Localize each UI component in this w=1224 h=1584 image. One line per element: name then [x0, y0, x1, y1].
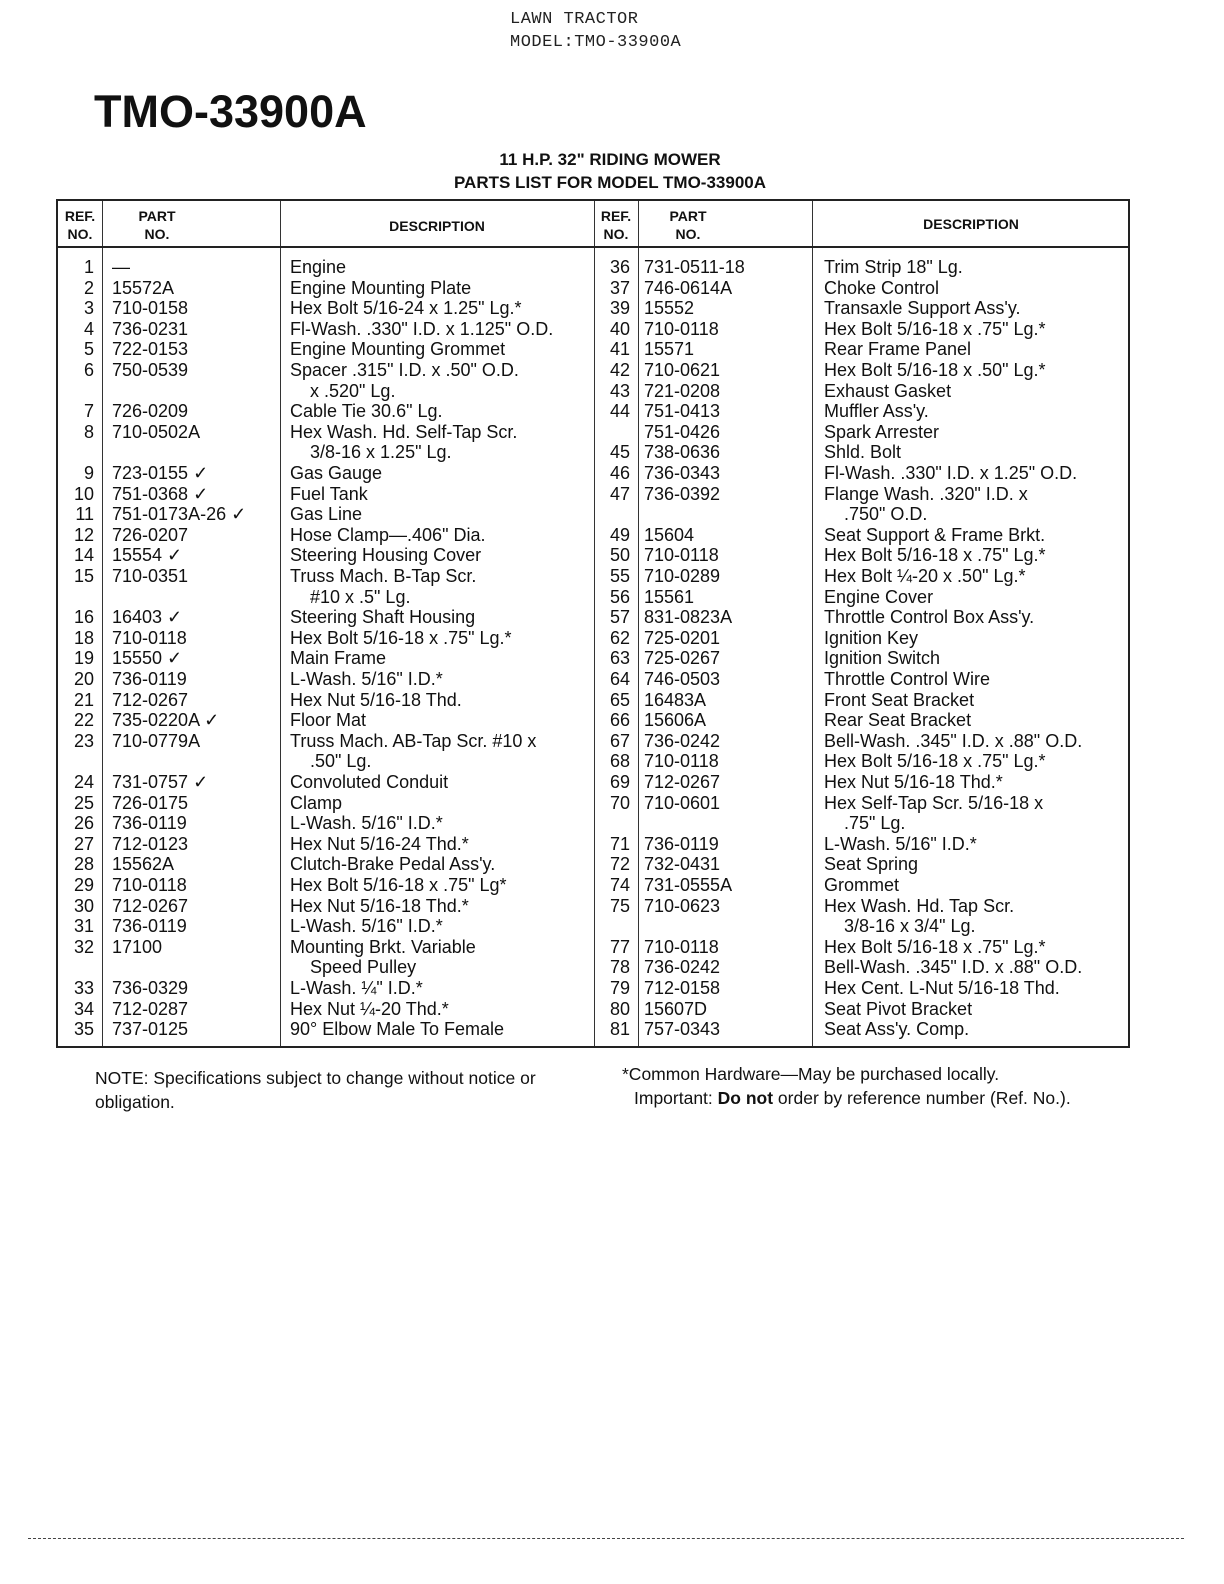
- table-row: [58, 381, 1128, 402]
- ref-no: 47: [609, 483, 630, 504]
- part-description: Ignition Switch: [824, 648, 941, 669]
- part-no: 750-0539: [112, 360, 189, 380]
- ref-no: 55: [609, 566, 630, 586]
- ref-no: 65: [609, 689, 630, 710]
- table-row: [58, 566, 1128, 587]
- ref-no: 34: [73, 998, 94, 1019]
- part-description: Main Frame: [290, 648, 387, 669]
- ref-no: 19: [73, 648, 94, 669]
- table-row: [58, 916, 1128, 937]
- part-description: Spark Arrester: [824, 421, 940, 442]
- table-row: [58, 1019, 1128, 1040]
- note-specifications: NOTE: Specifications subject to change without notice or obligation.: [95, 1068, 536, 1112]
- part-description: Hex Cent. L-Nut 5/16-18 Thd.: [824, 978, 1060, 998]
- ref-no: 8: [83, 421, 94, 442]
- table-row: [58, 257, 1128, 278]
- table-row: [58, 339, 1128, 360]
- table-row: [58, 669, 1128, 690]
- ref-no: 41: [609, 339, 630, 360]
- part-description: Hex Nut 5/16-24 Thd.*: [290, 833, 469, 854]
- part-no: 710-0621: [644, 360, 721, 380]
- part-description: #10 x .5" Lg.: [310, 586, 411, 607]
- part-description: Fuel Tank: [290, 483, 368, 504]
- part-description: L-Wash. 5/16" I.D.*: [290, 813, 443, 834]
- table-row: [58, 854, 1128, 875]
- part-description: Hex Bolt 5/16-18 x .75" Lg.*: [824, 318, 1046, 339]
- ref-no: 63: [609, 648, 630, 669]
- part-no: 712-0123: [112, 833, 189, 854]
- table-row: [58, 463, 1128, 484]
- part-no: 710-0118: [112, 627, 187, 648]
- ref-no: 72: [609, 854, 630, 875]
- table-row: [58, 937, 1128, 958]
- ref-no: 27: [73, 833, 94, 854]
- part-no: 736-0343: [644, 463, 721, 483]
- subtitle-parts-list: PARTS LIST FOR MODEL TMO-33900A: [453, 173, 767, 192]
- part-description: Hose Clamp—.406" Dia.: [290, 524, 486, 545]
- part-description: Hex Bolt ¼-20 x .50" Lg.*: [824, 566, 1026, 586]
- part-description: Ignition Key: [824, 627, 919, 648]
- part-description: Hex Bolt 5/16-18 x .75" Lg.*: [290, 627, 512, 648]
- part-no: 736-0392: [644, 483, 721, 504]
- ref-no: 5: [83, 339, 94, 360]
- part-no: 725-0267: [644, 648, 721, 669]
- ref-no: 78: [609, 957, 630, 978]
- table-row: [58, 710, 1128, 731]
- part-no: 757-0343: [644, 1019, 721, 1040]
- ref-no: 46: [609, 463, 630, 483]
- part-description: Muffler Ass'y.: [824, 401, 929, 422]
- part-description: Convoluted Conduit: [290, 772, 449, 792]
- part-description: Hex Bolt 5/16-18 x .75" Lg*: [290, 875, 507, 895]
- header-part-no-right: PART NO.: [669, 208, 707, 242]
- part-description: Hex Nut 5/16-18 Thd.*: [824, 772, 1003, 792]
- part-no: 15607D: [644, 998, 708, 1019]
- subtitle-mower: 11 H.P. 32" RIDING MOWER: [499, 150, 721, 169]
- ref-no: 50: [609, 545, 630, 566]
- table-row: [58, 731, 1128, 752]
- part-no: 751-0173A-26 ✓: [112, 504, 247, 525]
- part-no: 751-0426: [644, 421, 721, 442]
- part-description: Hex Bolt 5/16-18 x .75" Lg.*: [824, 751, 1046, 772]
- ref-no: 30: [73, 895, 94, 916]
- part-no: 15561: [644, 586, 695, 607]
- part-no: 712-0267: [644, 772, 721, 792]
- table-row: [58, 896, 1128, 917]
- ref-no: 81: [609, 1019, 630, 1040]
- part-no: 15550 ✓: [112, 648, 183, 669]
- table-row: [58, 422, 1128, 443]
- ref-no: 4: [83, 318, 94, 339]
- ref-no: 75: [609, 895, 630, 916]
- part-no: 736-0329: [112, 978, 189, 998]
- part-no: 710-0158: [112, 298, 189, 319]
- part-description: x .520" Lg.: [310, 380, 396, 401]
- part-no: 710-0118: [644, 936, 719, 957]
- part-description: .750" O.D.: [844, 504, 928, 525]
- part-description: Fl-Wash. .330" I.D. x 1.125" O.D.: [290, 318, 554, 339]
- part-description: Flange Wash. .320" I.D. x: [824, 483, 1028, 504]
- ref-no: 18: [73, 627, 94, 648]
- part-description: Front Seat Bracket: [824, 689, 975, 710]
- part-no: 15571: [644, 339, 695, 360]
- part-no: 736-0119: [112, 916, 187, 937]
- part-no: —: [112, 257, 130, 277]
- part-no: 15552: [644, 298, 695, 319]
- ref-no: 28: [73, 854, 94, 875]
- ref-no: 69: [609, 772, 630, 792]
- part-no: 736-0119: [112, 669, 187, 689]
- ref-no: 25: [73, 792, 94, 813]
- part-description: Hex Wash. Hd. Self-Tap Scr.: [290, 421, 518, 442]
- ref-no: 45: [609, 442, 630, 463]
- ref-no: 71: [609, 833, 630, 854]
- part-description: Hex Wash. Hd. Tap Scr.: [824, 895, 1015, 916]
- part-description: Engine Mounting Plate: [290, 277, 472, 298]
- part-description: .75" Lg.: [844, 813, 906, 834]
- table-row: [58, 648, 1128, 669]
- table-row: [58, 772, 1128, 793]
- ref-no: 29: [73, 875, 94, 895]
- part-description: Truss Mach. AB-Tap Scr. #10 x: [290, 730, 537, 751]
- ref-no: 32: [73, 936, 94, 957]
- table-row: [58, 978, 1128, 999]
- ref-no: 68: [609, 751, 630, 772]
- header-ref-no-right: REF. NO.: [600, 208, 632, 242]
- part-no: 736-0231: [112, 318, 189, 339]
- ref-no: 79: [609, 978, 630, 998]
- part-description: Speed Pulley: [310, 957, 417, 978]
- ref-no: 9: [83, 463, 94, 483]
- part-no: 710-0289: [644, 566, 721, 586]
- part-no: 17100: [112, 936, 163, 957]
- header-part-no-left: PART NO.: [138, 208, 176, 242]
- ref-no: 22: [73, 710, 94, 731]
- table-row: [58, 751, 1128, 772]
- table-row: [58, 813, 1128, 834]
- table-row: [58, 957, 1128, 978]
- header-description-right: DESCRIPTION: [923, 216, 1019, 232]
- part-description: Clutch-Brake Pedal Ass'y.: [290, 854, 496, 875]
- part-description: Rear Frame Panel: [824, 339, 972, 360]
- part-description: Throttle Control Box Ass'y.: [824, 607, 1035, 628]
- part-description: Seat Spring: [824, 854, 919, 875]
- table-row: [58, 690, 1128, 711]
- ref-no: 2: [83, 277, 94, 298]
- ref-no: 14: [73, 545, 94, 566]
- table-row: [58, 834, 1128, 855]
- part-description: Clamp: [290, 792, 343, 813]
- part-no: 737-0125: [112, 1019, 189, 1040]
- part-no: 738-0636: [644, 442, 721, 463]
- ref-no: 31: [73, 916, 94, 937]
- ref-no: 24: [73, 772, 94, 792]
- part-no: 831-0823A: [644, 607, 733, 628]
- ref-no: 49: [609, 524, 630, 545]
- table-row: [58, 442, 1128, 463]
- part-description: Grommet: [824, 875, 900, 895]
- part-no: 725-0201: [644, 627, 721, 648]
- part-description: Bell-Wash. .345" I.D. x .88" O.D.: [824, 957, 1083, 978]
- part-no: 710-0351: [112, 566, 189, 586]
- ref-no: 16: [73, 607, 94, 628]
- typed-header-line2: MODEL:TMO-33900A: [510, 33, 682, 52]
- table-row: [58, 587, 1128, 608]
- part-description: Gas Line: [290, 504, 363, 525]
- part-description: Hex Bolt 5/16-18 x .50" Lg.*: [824, 360, 1046, 380]
- table-row: [58, 545, 1128, 566]
- ref-no: 7: [83, 401, 94, 422]
- part-description: Cable Tie 30.6" Lg.: [290, 401, 443, 422]
- part-no: 736-0119: [112, 813, 187, 834]
- part-no: 726-0209: [112, 401, 189, 422]
- part-no: 746-0614A: [644, 277, 733, 298]
- parts-table: [56, 199, 1130, 1048]
- ref-no: 40: [609, 318, 630, 339]
- part-description: Steering Housing Cover: [290, 545, 482, 566]
- ref-no: 80: [609, 998, 630, 1019]
- typed-header: [510, 8, 681, 54]
- part-no: 732-0431: [644, 854, 721, 875]
- part-no: 15606A: [644, 710, 707, 731]
- part-no: 710-0118: [644, 751, 719, 772]
- part-description: Seat Support & Frame Brkt.: [824, 524, 1046, 545]
- part-no: 710-0502A: [112, 421, 201, 442]
- part-description: L-Wash. 5/16" I.D.*: [824, 833, 977, 854]
- part-description: Gas Gauge: [290, 463, 383, 483]
- part-description: 3/8-16 x 1.25" Lg.: [310, 442, 452, 463]
- table-row: [58, 298, 1128, 319]
- part-no: 710-0118: [644, 318, 719, 339]
- table-row: [58, 278, 1128, 299]
- part-description: Choke Control: [824, 277, 940, 298]
- table-row: [58, 628, 1128, 649]
- part-no: 731-0555A: [644, 875, 733, 895]
- part-no: 731-0757 ✓: [112, 772, 209, 792]
- ref-no: 77: [609, 936, 630, 957]
- ref-no: 70: [609, 792, 630, 813]
- part-description: Hex Bolt 5/16-24 x 1.25" Lg.*: [290, 298, 522, 319]
- part-no: 710-0779A: [112, 730, 201, 751]
- part-no: 712-0267: [112, 895, 189, 916]
- ref-no: 20: [73, 669, 94, 689]
- table-row: [58, 401, 1128, 422]
- part-no: 15572A: [112, 277, 175, 298]
- part-description: Floor Mat: [290, 710, 367, 731]
- part-description: 90° Elbow Male To Female: [290, 1019, 504, 1040]
- part-no: 710-0623: [644, 895, 721, 916]
- part-no: 721-0208: [644, 380, 721, 401]
- ref-no: 36: [609, 257, 630, 277]
- table-row: [58, 525, 1128, 546]
- part-no: 15554 ✓: [112, 545, 183, 566]
- ref-no: 56: [609, 586, 630, 607]
- part-no: 16403 ✓: [112, 607, 183, 628]
- ref-no: 42: [609, 360, 630, 380]
- table-row: [58, 319, 1128, 340]
- part-no: 751-0413: [644, 401, 721, 422]
- part-no: 736-0242: [644, 957, 721, 978]
- ref-no: 11: [75, 504, 94, 525]
- part-no: 15562A: [112, 854, 175, 875]
- part-description: Trim Strip 18" Lg.: [824, 257, 963, 277]
- part-description: Exhaust Gasket: [824, 380, 952, 401]
- part-no: 735-0220A ✓: [112, 710, 220, 731]
- ref-no: 26: [73, 813, 94, 834]
- part-no: 710-0118: [644, 545, 719, 566]
- part-description: Hex Bolt 5/16-18 x .75" Lg.*: [824, 936, 1046, 957]
- header-rule: [58, 246, 1128, 248]
- ref-no: 10: [73, 483, 94, 504]
- part-description: Shld. Bolt: [824, 442, 902, 463]
- part-no: 736-0242: [644, 730, 721, 751]
- ref-no: 43: [609, 380, 630, 401]
- part-no: 726-0175: [112, 792, 189, 813]
- part-description: L-Wash. 5/16" I.D.*: [290, 916, 443, 937]
- table-row: [58, 360, 1128, 381]
- part-no: 751-0368 ✓: [112, 483, 209, 504]
- table-row: [58, 484, 1128, 505]
- note-common-hardware-line1: *Common Hardware—May be purchased locally.: [622, 1064, 1000, 1084]
- part-no: 710-0601: [644, 792, 721, 813]
- part-description: .50" Lg.: [310, 751, 372, 772]
- part-no: 723-0155 ✓: [112, 463, 209, 483]
- part-description: Hex Nut ¼-20 Thd.*: [290, 998, 449, 1019]
- model-title: TMO-33900A: [94, 86, 367, 137]
- note-common-hardware: [622, 1062, 1122, 1110]
- ref-no: 44: [609, 401, 630, 422]
- part-description: Hex Self-Tap Scr. 5/16-18 x: [824, 792, 1044, 813]
- table-row: [58, 504, 1128, 525]
- part-no: 736-0119: [644, 833, 719, 854]
- ref-no: 74: [609, 875, 630, 895]
- part-description: Spacer .315" I.D. x .50" O.D.: [290, 360, 519, 380]
- part-no: 712-0287: [112, 998, 189, 1019]
- part-description: Hex Bolt 5/16-18 x .75" Lg.*: [824, 545, 1046, 566]
- part-description: Transaxle Support Ass'y.: [824, 298, 1021, 319]
- ref-no: 23: [73, 730, 94, 751]
- part-description: Engine Cover: [824, 586, 934, 607]
- part-description: Rear Seat Bracket: [824, 710, 972, 731]
- part-description: L-Wash. 5/16" I.D.*: [290, 669, 443, 689]
- part-no: 726-0207: [112, 524, 189, 545]
- part-description: Engine: [290, 257, 347, 277]
- part-no: 710-0118: [112, 875, 187, 895]
- part-description: Hex Nut 5/16-18 Thd.: [290, 689, 462, 710]
- part-description: Seat Ass'y. Comp.: [824, 1019, 970, 1040]
- ref-no: 62: [609, 627, 630, 648]
- part-no: 722-0153: [112, 339, 189, 360]
- table-row: [58, 607, 1128, 628]
- ref-no: 33: [73, 978, 94, 998]
- part-description: L-Wash. ¼" I.D.*: [290, 978, 423, 998]
- part-description: Bell-Wash. .345" I.D. x .88" O.D.: [824, 730, 1083, 751]
- part-no: 15604: [644, 524, 695, 545]
- part-no: 746-0503: [644, 669, 721, 689]
- ref-no: 57: [609, 607, 630, 628]
- part-description: 3/8-16 x 3/4" Lg.: [844, 916, 976, 937]
- ref-no: 66: [609, 710, 630, 731]
- part-description: Fl-Wash. .330" I.D. x 1.25" O.D.: [824, 463, 1078, 483]
- ref-no: 6: [83, 360, 94, 380]
- ref-no: 12: [73, 524, 94, 545]
- part-no: 731-0511-18: [644, 257, 745, 277]
- typed-header-line1: LAWN TRACTOR: [510, 10, 639, 29]
- part-description: Truss Mach. B-Tap Scr.: [290, 566, 477, 586]
- part-no: 16483A: [644, 689, 707, 710]
- ref-no: 21: [73, 689, 94, 710]
- ref-no: 39: [609, 298, 630, 319]
- part-description: Steering Shaft Housing: [290, 607, 476, 628]
- header-description-left: DESCRIPTION: [389, 218, 485, 234]
- header-ref-no-left: REF. NO.: [64, 208, 96, 242]
- part-description: Hex Nut 5/16-18 Thd.*: [290, 895, 469, 916]
- table-row: [58, 875, 1128, 896]
- ref-no: 1: [83, 257, 94, 277]
- bottom-rule: [28, 1538, 1184, 1539]
- part-description: Mounting Brkt. Variable: [290, 936, 476, 957]
- note-important: Important: Do not order by reference number (Ref. No.).: [634, 1088, 1071, 1108]
- ref-no: 67: [609, 730, 630, 751]
- table-row: [58, 793, 1128, 814]
- part-no: 712-0267: [112, 689, 189, 710]
- part-description: Seat Pivot Bracket: [824, 998, 973, 1019]
- ref-no: 15: [73, 566, 94, 586]
- ref-no: 64: [609, 669, 630, 689]
- part-no: 712-0158: [644, 978, 721, 998]
- part-description: Engine Mounting Grommet: [290, 339, 506, 360]
- ref-no: 37: [609, 277, 630, 298]
- part-description: Throttle Control Wire: [824, 669, 991, 689]
- ref-no: 35: [73, 1019, 94, 1040]
- table-row: [58, 999, 1128, 1020]
- ref-no: 3: [83, 298, 94, 319]
